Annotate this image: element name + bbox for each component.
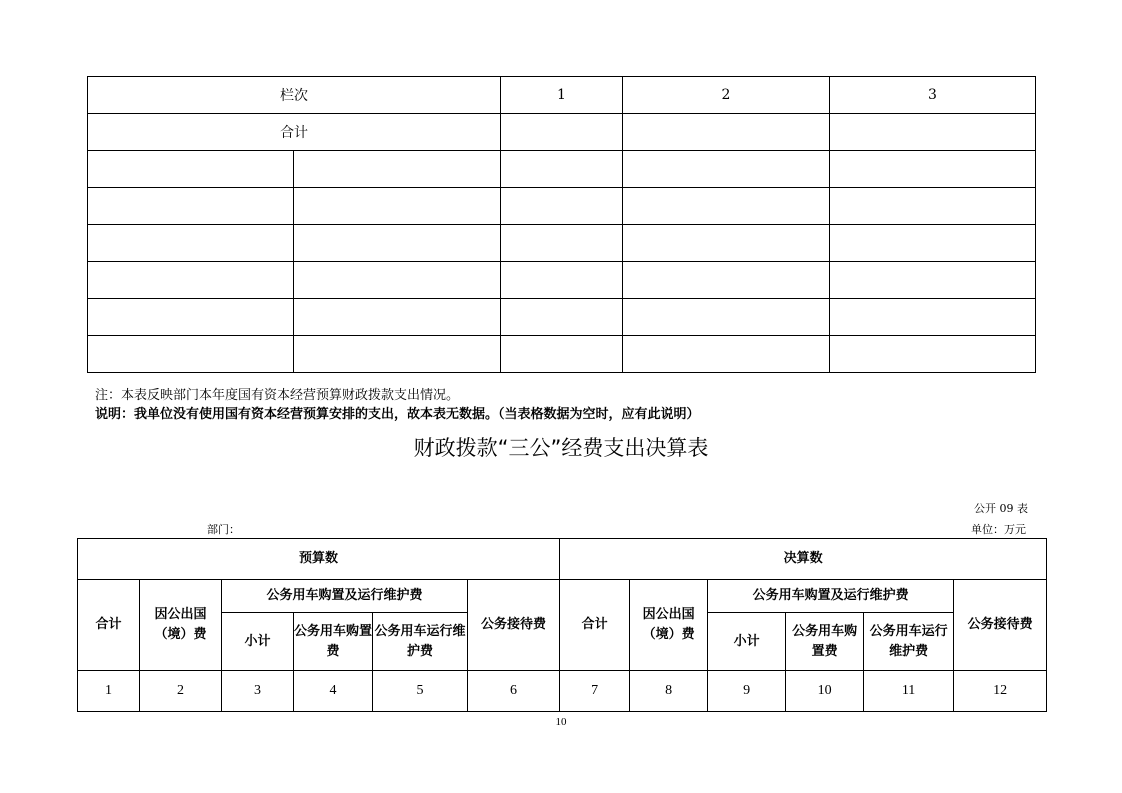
budget-vehicle-purchase-header: 公务用车购置费 bbox=[294, 613, 373, 671]
table-cell bbox=[294, 225, 501, 262]
table-note: 注：本表反映部门本年度国有资本经营预算财政拨款支出情况。 bbox=[95, 388, 460, 403]
column-number-2: 2 bbox=[623, 77, 830, 114]
table-cell bbox=[623, 188, 830, 225]
table-cell bbox=[88, 262, 294, 299]
category-header-row bbox=[78, 580, 1047, 613]
table-cell bbox=[88, 151, 294, 188]
table-cell bbox=[294, 336, 501, 373]
table-cell bbox=[501, 299, 623, 336]
column-number: 2 bbox=[140, 671, 222, 712]
table-cell bbox=[830, 188, 1036, 225]
state-capital-expenditure-table bbox=[87, 76, 1036, 373]
table-cell bbox=[830, 151, 1036, 188]
table-cell bbox=[88, 188, 294, 225]
final-vehicle-operation-header: 公务用车运行维护费 bbox=[864, 613, 954, 671]
column-number: 1 bbox=[78, 671, 140, 712]
final-reception-header: 公务接待费 bbox=[954, 580, 1047, 671]
column-number: 12 bbox=[954, 671, 1047, 712]
department-label: 部门： bbox=[207, 523, 240, 536]
table-cell bbox=[623, 262, 830, 299]
column-number: 3 bbox=[222, 671, 294, 712]
table-cell bbox=[294, 299, 501, 336]
column-number: 5 bbox=[373, 671, 468, 712]
table-cell bbox=[501, 188, 623, 225]
column-number: 9 bbox=[708, 671, 786, 712]
table-cell bbox=[501, 225, 623, 262]
table-row bbox=[88, 299, 1036, 336]
table-cell bbox=[88, 336, 294, 373]
final-vehicle-header: 公务用车购置及运行维护费 bbox=[708, 580, 954, 613]
table-row bbox=[88, 336, 1036, 373]
page-title: 财政拨款“三公”经费支出决算表 bbox=[413, 436, 709, 460]
table-cell bbox=[623, 299, 830, 336]
budget-subtotal-header: 小计 bbox=[222, 613, 294, 671]
unit-label: 单位：万元 bbox=[971, 523, 1026, 536]
table-cell bbox=[501, 151, 623, 188]
table-cell bbox=[501, 262, 623, 299]
table-cell bbox=[830, 225, 1036, 262]
budget-reception-header: 公务接待费 bbox=[468, 580, 560, 671]
total-cell bbox=[501, 114, 623, 151]
total-cell bbox=[623, 114, 830, 151]
table-row bbox=[88, 225, 1036, 262]
budget-vehicle-operation-header: 公务用车运行维护费 bbox=[373, 613, 468, 671]
column-number: 8 bbox=[630, 671, 708, 712]
table-cell bbox=[830, 299, 1036, 336]
column-index-label: 栏次 bbox=[88, 77, 501, 114]
table-cell bbox=[294, 188, 501, 225]
final-travel-header: 因公出国（境）费 bbox=[630, 580, 708, 671]
final-vehicle-purchase-header: 公务用车购置费 bbox=[786, 613, 864, 671]
budget-vehicle-header: 公务用车购置及运行维护费 bbox=[222, 580, 468, 613]
budget-travel-header: 因公出国（境）费 bbox=[140, 580, 222, 671]
column-number: 10 bbox=[786, 671, 864, 712]
final-total-header: 合计 bbox=[560, 580, 630, 671]
total-cell bbox=[830, 114, 1036, 151]
column-number-1: 1 bbox=[501, 77, 623, 114]
budget-total-header: 合计 bbox=[78, 580, 140, 671]
table-cell bbox=[830, 336, 1036, 373]
form-code: 公开 09 表 bbox=[974, 502, 1028, 515]
column-number: 6 bbox=[468, 671, 560, 712]
table-cell bbox=[830, 262, 1036, 299]
total-label: 合计 bbox=[88, 114, 501, 151]
final-subtotal-header: 小计 bbox=[708, 613, 786, 671]
table-cell bbox=[88, 299, 294, 336]
final-header: 决算数 bbox=[560, 539, 1047, 580]
table-cell bbox=[88, 225, 294, 262]
column-number-row bbox=[78, 671, 1047, 712]
table-row bbox=[88, 188, 1036, 225]
column-number: 7 bbox=[560, 671, 630, 712]
table-cell bbox=[623, 225, 830, 262]
table-cell bbox=[294, 151, 501, 188]
table-cell bbox=[294, 262, 501, 299]
table-cell bbox=[501, 336, 623, 373]
table-row bbox=[88, 262, 1036, 299]
table-explanation: 说明：我单位没有使用国有资本经营预算安排的支出，故本表无数据。（当表格数据为空时，应有此说明） bbox=[95, 407, 700, 422]
table-header-row bbox=[88, 77, 1036, 114]
budget-header: 预算数 bbox=[78, 539, 560, 580]
three-public-expenses-table bbox=[77, 538, 1047, 712]
group-header-row bbox=[78, 539, 1047, 580]
page-number: 10 bbox=[555, 716, 567, 728]
total-row bbox=[88, 114, 1036, 151]
table-cell bbox=[623, 336, 830, 373]
column-number: 4 bbox=[294, 671, 373, 712]
column-number: 11 bbox=[864, 671, 954, 712]
column-number-3: 3 bbox=[830, 77, 1036, 114]
table-row bbox=[88, 151, 1036, 188]
table-cell bbox=[623, 151, 830, 188]
